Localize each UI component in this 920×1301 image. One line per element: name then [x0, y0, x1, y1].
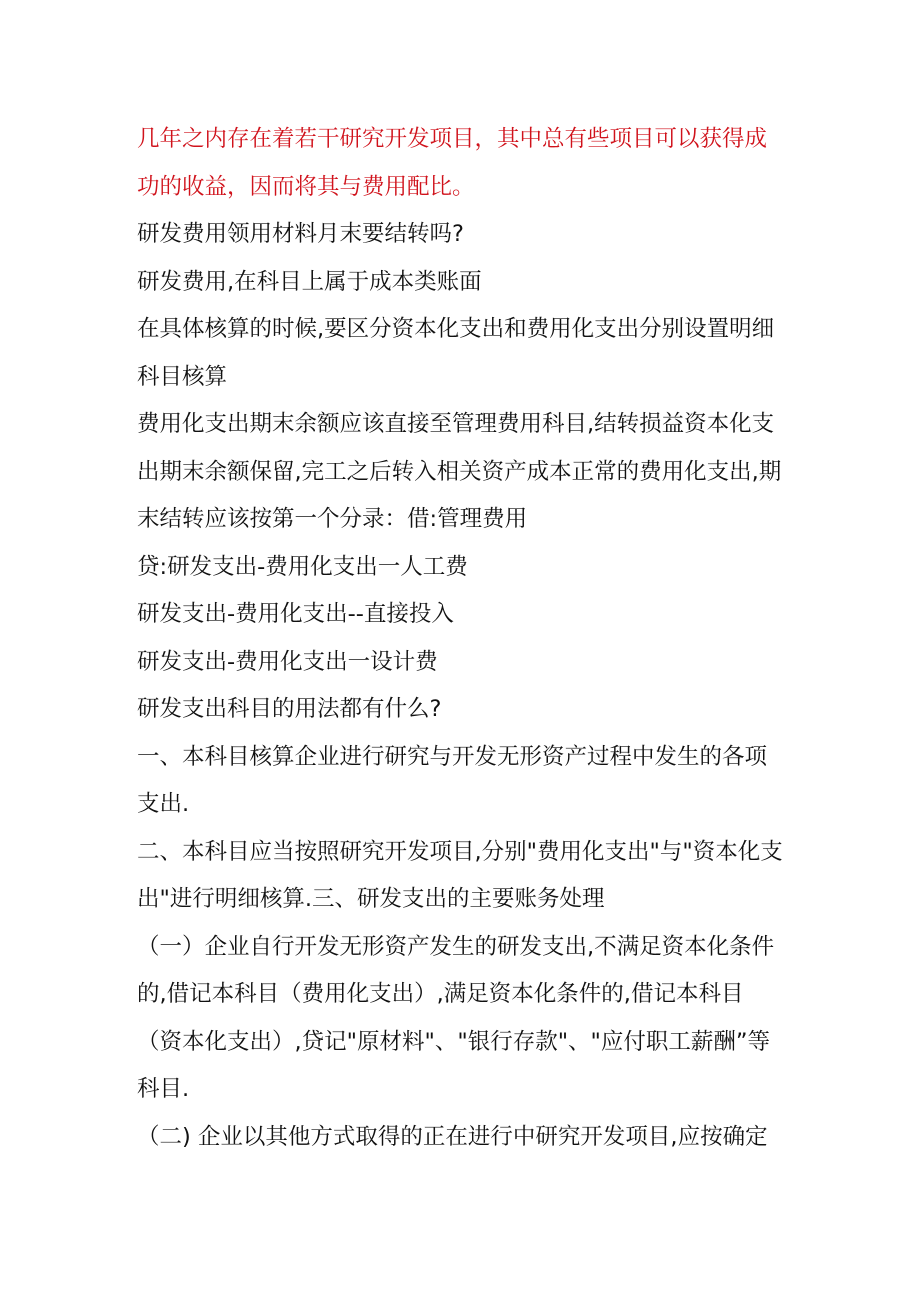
- document-body: [137, 116, 787, 1161]
- paragraph-question-material: 研发费用领用材料月末要结转吗?: [137, 221, 464, 247]
- paragraph-section-one: 一、本科目核算企业进行研究与开发无形资产过程中发生的各项支出.: [137, 743, 768, 817]
- paragraph-cost-account: 研发费用,在科目上属于成本类账面: [137, 268, 482, 295]
- paragraph-item-one: （一）企业自行开发无形资产发生的研发支出,不满足资本化条件的,借记本科目（费用化支出）,满足资本化条件的,借记本科目（资本化支出）,贷记"原材料"、"银行存款"、"应付职工薪酬”等科目.: [137, 933, 775, 1102]
- paragraph-credit-labor: 贷:研发支出-费用化支出一人工费: [137, 553, 468, 580]
- paragraph-intro-highlight: 几年之内存在着若干研究开发项目，其中总有些项目可以获得成功的收益，因而将其与费用配比。: [137, 126, 768, 200]
- paragraph-section-two-three: 二、本科目应当按照研究开发项目,分别"费用化支出"与"资本化支出"进行明细核算.三、研发支出的主要账务处理: [137, 838, 783, 912]
- paragraph-expensed-balance: 费用化支出期末余额应该直接至管理费用科目,结转损益资本化支出期末余额保留,完工之后转入相关资产成本正常的费用化支出,期末结转应该按第一个分录：借:管理费用: [137, 411, 782, 532]
- paragraph-question-usage: 研发支出科目的用法都有什么?: [137, 696, 442, 722]
- paragraph-detail-accounts: 在具体核算的时候,要区分资本化支出和费用化支出分别设置明细科目核算: [137, 316, 775, 390]
- paragraph-direct-input: 研发支出-费用化支出--直接投入: [137, 601, 454, 627]
- paragraph-item-two: （二) 企业以其他方式取得的正在进行中研究开发项目,应按确定: [137, 1123, 768, 1150]
- paragraph-design-fee: 研发支出-费用化支出一设计费: [137, 648, 438, 675]
